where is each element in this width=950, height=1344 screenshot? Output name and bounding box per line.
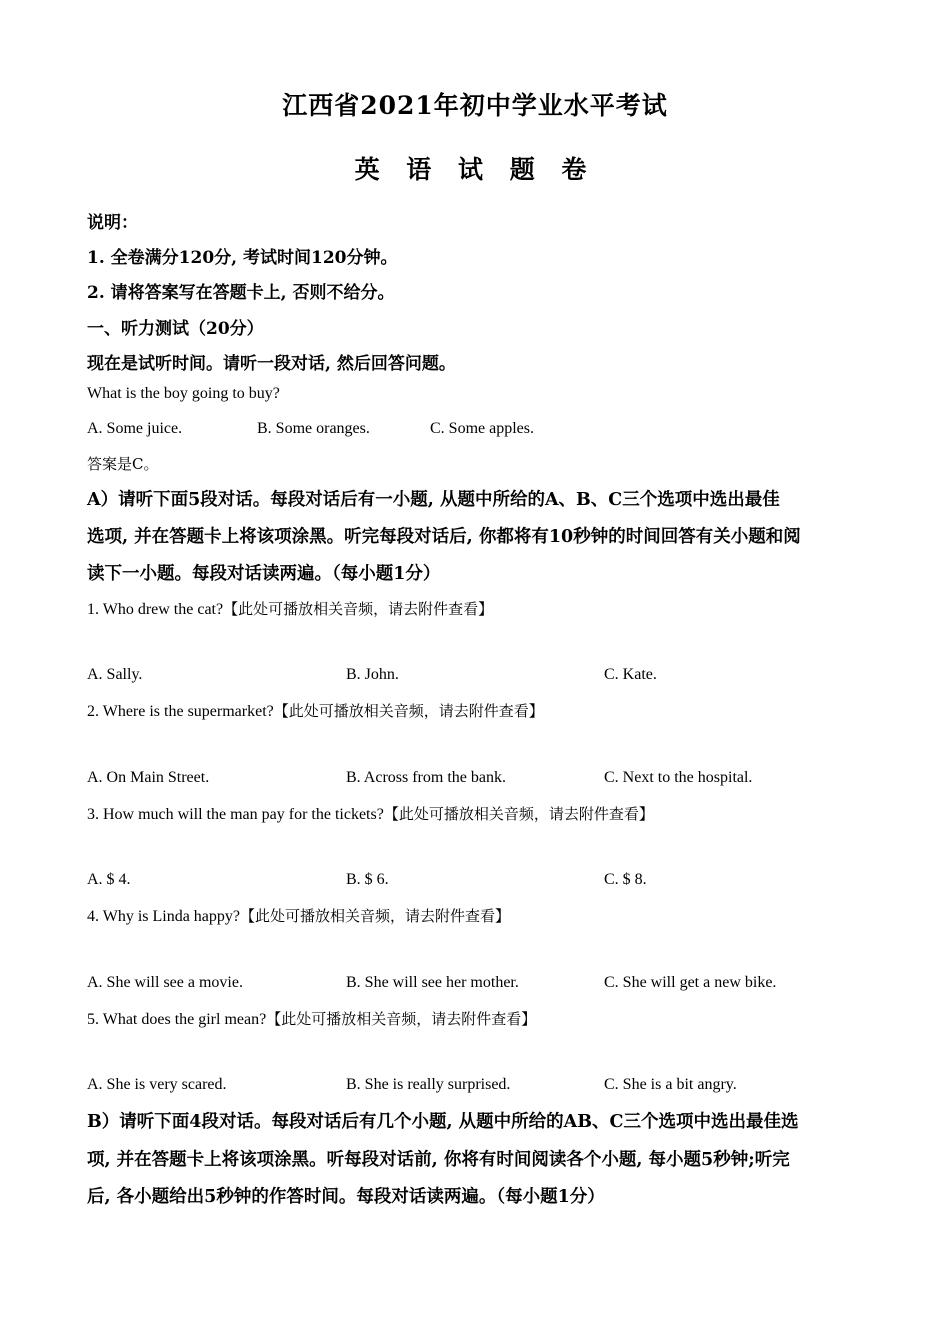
q5-option-b: B. She is really surprised.: [346, 1076, 511, 1093]
q3-option-b: B. $ 6.: [346, 871, 389, 888]
instruction-item-1: 1. 全卷满分120分, 考试时间120分钟。: [87, 248, 398, 268]
section-b-line-3: 后, 各小题给出5秒钟的作答时间。每段对话读两遍。（每小题1分）: [87, 1187, 605, 1207]
trial-option-a: A. Some juice.: [87, 420, 183, 437]
trial-option-c: C. Some apples.: [430, 420, 534, 437]
question-text: 3. How much will the man pay for the tickets?: [87, 806, 384, 823]
question-2: [87, 700, 544, 721]
q4-option-b: B. She will see her mother.: [346, 974, 519, 991]
section-a-line-1: A）请听下面5段对话。每段对话后有一小题, 从题中所给的A、B、C三个选项中选出最佳: [87, 490, 780, 510]
q1-option-a: A. Sally.: [87, 666, 143, 683]
question-4: [87, 905, 510, 926]
q1-option-c: C. Kate.: [604, 666, 657, 683]
audio-attachment-link[interactable]: 【此处可播放相关音频，请去附件查看】: [273, 702, 544, 720]
q1-option-b: B. John.: [346, 666, 399, 683]
instructions-heading: 说明：: [87, 213, 138, 233]
audio-attachment-link[interactable]: 【此处可播放相关音频，请去附件查看】: [383, 805, 654, 823]
question-3: [87, 803, 654, 824]
q3-option-a: A. $ 4.: [87, 871, 131, 888]
audio-attachment-link[interactable]: 【此处可播放相关音频，请去附件查看】: [240, 907, 511, 925]
section-a-line-2: 选项, 并在答题卡上将该项涂黑。听完每段对话后, 你都将有10秒钟的时间回答有关小题和阅: [87, 527, 801, 547]
trial-answer: 答案是C。: [87, 455, 159, 473]
q4-option-a: A. She will see a movie.: [87, 974, 243, 991]
exam-subtitle: 英 语 试 题 卷: [354, 155, 596, 184]
q5-option-c: C. She is a bit angry.: [604, 1076, 737, 1093]
question-text: 1. Who drew the cat?: [87, 601, 224, 618]
trial-question: What is the boy going to buy?: [87, 385, 280, 402]
trial-intro: 现在是试听时间。请听一段对话, 然后回答问题。: [87, 354, 456, 374]
part1-heading: 一、听力测试（20分）: [87, 319, 264, 339]
question-1: [87, 598, 493, 619]
section-b-line-2: 项, 并在答题卡上将该项涂黑。听每段对话前, 你将有时间阅读各个小题, 每小题5秒钟;听完: [87, 1150, 790, 1170]
question-5: [87, 1008, 536, 1029]
audio-attachment-link[interactable]: 【此处可播放相关音频，请去附件查看】: [223, 600, 494, 618]
section-a-line-3: 读下一小题。每段对话读两遍。（每小题1分）: [87, 564, 441, 584]
audio-attachment-link[interactable]: 【此处可播放相关音频，请去附件查看】: [266, 1010, 537, 1028]
q5-option-a: A. She is very scared.: [87, 1076, 227, 1093]
exam-title: 江西省2021年初中学业水平考试: [282, 91, 668, 120]
question-text: 5. What does the girl mean?: [87, 1011, 267, 1028]
q2-option-c: C. Next to the hospital.: [604, 769, 753, 786]
instruction-item-2: 2. 请将答案写在答题卡上, 否则不给分。: [87, 283, 395, 303]
q3-option-c: C. $ 8.: [604, 871, 647, 888]
question-text: 4. Why is Linda happy?: [87, 908, 241, 925]
q2-option-b: B. Across from the bank.: [346, 769, 506, 786]
section-b-line-1: B）请听下面4段对话。每段对话后有几个小题, 从题中所给的AB、C三个选项中选出最佳选: [87, 1112, 799, 1132]
trial-option-b: B. Some oranges.: [257, 420, 370, 437]
q4-option-c: C. She will get a new bike.: [604, 974, 777, 991]
question-text: 2. Where is the supermarket?: [87, 703, 274, 720]
q2-option-a: A. On Main Street.: [87, 769, 210, 786]
